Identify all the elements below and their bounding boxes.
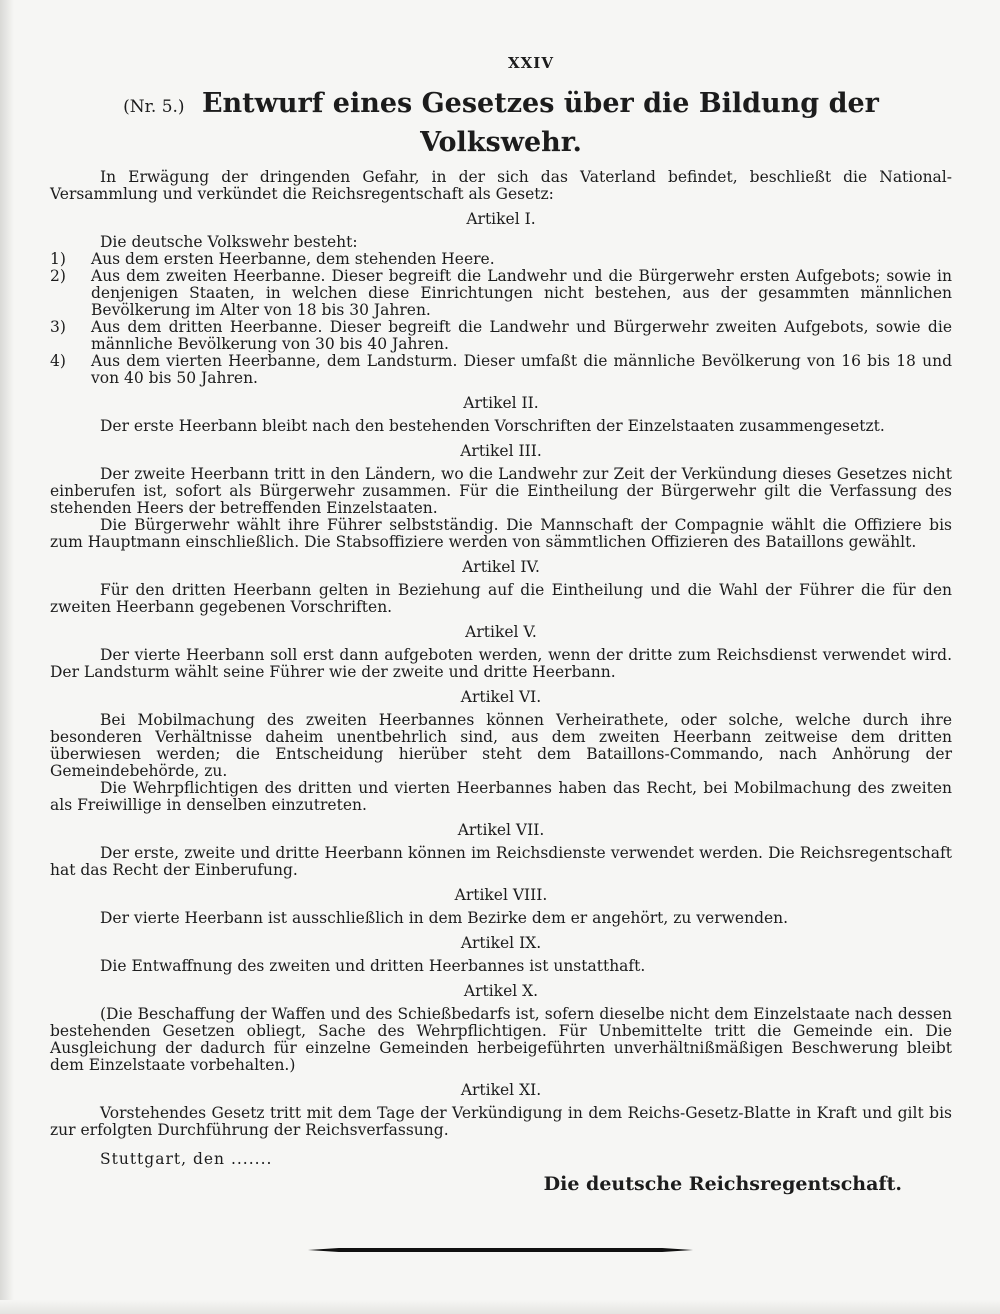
- article-paragraph: Bei Mobilmachung des zweiten Heerbannes können Verheirathete, oder solche, welche durch ihre besonderen Verhältnisse daheim unentbehrlich sind, aus dem zweiten Heerbann zeitweise dem dritten überwiesen werden; die Entscheidung hierüber steht dem Bataillons-Commando, nach Anhörung der Gemeindebehörde, zu.: [50, 711, 952, 780]
- article-paragraph: Der vierte Heerbann ist ausschließlich in dem Bezirke dem er angehört, zu verwenden.: [100, 909, 789, 927]
- scan-shadow-bottom: [0, 1300, 1000, 1314]
- article-paragraph: (Die Beschaffung der Waffen und des Schießbedarfs ist, sofern dieselbe nicht dem Einzelstaate nach dessen bestehenden Gesetzen obliegt, Sache des Wehrpflichtigen. Für Unbemittelte tritt die Gemeinde ein. Die Ausgleichung der dadurch für einzelne Gemeinden herbeigeführten unverhältnißmäßigen Beschwerung bleibt dem Einzelstaate vorbehalten.): [50, 1005, 952, 1074]
- document-title: [50, 86, 952, 161]
- article-paragraph: Der erste Heerbann bleibt nach den bestehenden Vorschriften der Einzelstaaten zusammengesetzt.: [100, 417, 885, 435]
- article-heading: Artikel IX.: [460, 934, 542, 952]
- article-heading: Artikel I.: [466, 210, 536, 228]
- document-number: (Nr. 5.): [123, 97, 185, 117]
- preamble: In Erwägung der dringenden Gefahr, in der sich das Vaterland befindet, beschließt die National-Versammlung und verkündet die Reichsregentschaft als Gesetz:: [50, 168, 952, 203]
- list-item-text: Aus dem ersten Heerbanne, dem stehenden Heere.: [91, 250, 495, 268]
- signer: Die deutsche Reichsregentschaft.: [543, 1173, 902, 1195]
- list-item-text: Aus dem zweiten Heerbanne. Dieser begreift die Landwehr und die Bürgerwehr ersten Aufgebots; sowie in denjenigen Staaten, in welchen diese Einrichtungen nicht bestehen, aus der gesammten männlichen Bevölkerung im Alter von 18 bis 30 Jahren.: [91, 267, 952, 319]
- list-item-number: 1): [50, 250, 66, 268]
- article-paragraph: Die Bürgerwehr wählt ihre Führer selbstständig. Die Mannschaft der Compagnie wählt die Offiziere bis zum Hauptmann einschließlich. Die Stabsoffiziere werden von sämmtlichen Offizieren des Bataillons gewählt.: [50, 516, 952, 551]
- list-item-text: Aus dem vierten Heerbanne, dem Landsturm. Dieser umfaßt die männliche Bevölkerung von 16 bis 18 und von 40 bis 50 Jahren.: [91, 352, 952, 387]
- list-item: [50, 319, 952, 353]
- article-heading: Artikel V.: [465, 623, 537, 641]
- place-date-line: Stuttgart, den .......: [100, 1150, 273, 1168]
- list-item-number: 2): [50, 267, 66, 285]
- article-paragraph: Der vierte Heerbann soll erst dann aufgeboten werden, wenn der dritte zum Reichsdienst verwendet wird. Der Landsturm wählt seine Führer wie der zweite und dritte Heerbann.: [50, 646, 952, 681]
- document-title-text: Entwurf eines Gesetzes über die Bildung der Volkswehr.: [201, 88, 879, 158]
- document-body: [50, 50, 952, 1193]
- article-paragraph: Vorstehendes Gesetz tritt mit dem Tage der Verkündigung in dem Reichs-Gesetz-Blatte in Kraft und gilt bis zur erfolgten Durchführung der Reichsverfassung.: [50, 1104, 952, 1139]
- article-heading: Artikel III.: [460, 442, 542, 460]
- article-paragraph: Der zweite Heerbann tritt in den Ländern, wo die Landwehr zur Zeit der Verkündung dieses Gesetzes nicht einberufen ist, sofort als Bürgerwehr zusammen. Für die Eintheilung der Bürgerwehr gilt die Verfassung des stehenden Heers der betreffenden Einzelstaaten.: [50, 465, 952, 517]
- article-heading: Artikel VIII.: [454, 886, 548, 904]
- list-item-number: 4): [50, 352, 66, 370]
- article-heading: Artikel II.: [463, 394, 539, 412]
- list-item: [50, 268, 952, 319]
- article-paragraph: Die Entwaffnung des zweiten und dritten Heerbannes ist unstatthaft.: [100, 957, 646, 975]
- list-item: [50, 353, 952, 387]
- article-heading: Artikel IV.: [462, 558, 540, 576]
- scan-shadow: [0, 0, 14, 1314]
- article-heading: Artikel XI.: [460, 1081, 542, 1099]
- article-paragraph: Für den dritten Heerbann gelten in Beziehung auf die Eintheilung und die Wahl der Führer die für den zweiten Heerbann gegebenen Vorschriften.: [50, 581, 952, 616]
- article-intro: Die deutsche Volkswehr besteht:: [100, 233, 358, 251]
- list-item-text: Aus dem dritten Heerbanne. Dieser begreift die Landwehr und Bürgerwehr zweiten Aufgebots, sowie die männliche Bevölkerung von 30 bis 40 Jahren.: [91, 318, 952, 353]
- list-item-number: 3): [50, 318, 66, 336]
- article-paragraph: Die Wehrpflichtigen des dritten und vierten Heerbannes haben das Recht, bei Mobilmachung des zweiten als Freiwillige in denselben einzutreten.: [50, 779, 952, 814]
- closing-rule: [308, 1248, 693, 1252]
- article-heading: Artikel VI.: [460, 688, 542, 706]
- article-heading: Artikel X.: [463, 982, 539, 1000]
- article-heading: Artikel VII.: [457, 821, 545, 839]
- page-number: XXIV: [508, 54, 554, 72]
- list-item: [50, 251, 952, 268]
- article-paragraph: Der erste, zweite und dritte Heerbann können im Reichsdienste verwendet werden. Die Reichsregentschaft hat das Recht der Einberufung.: [50, 844, 952, 879]
